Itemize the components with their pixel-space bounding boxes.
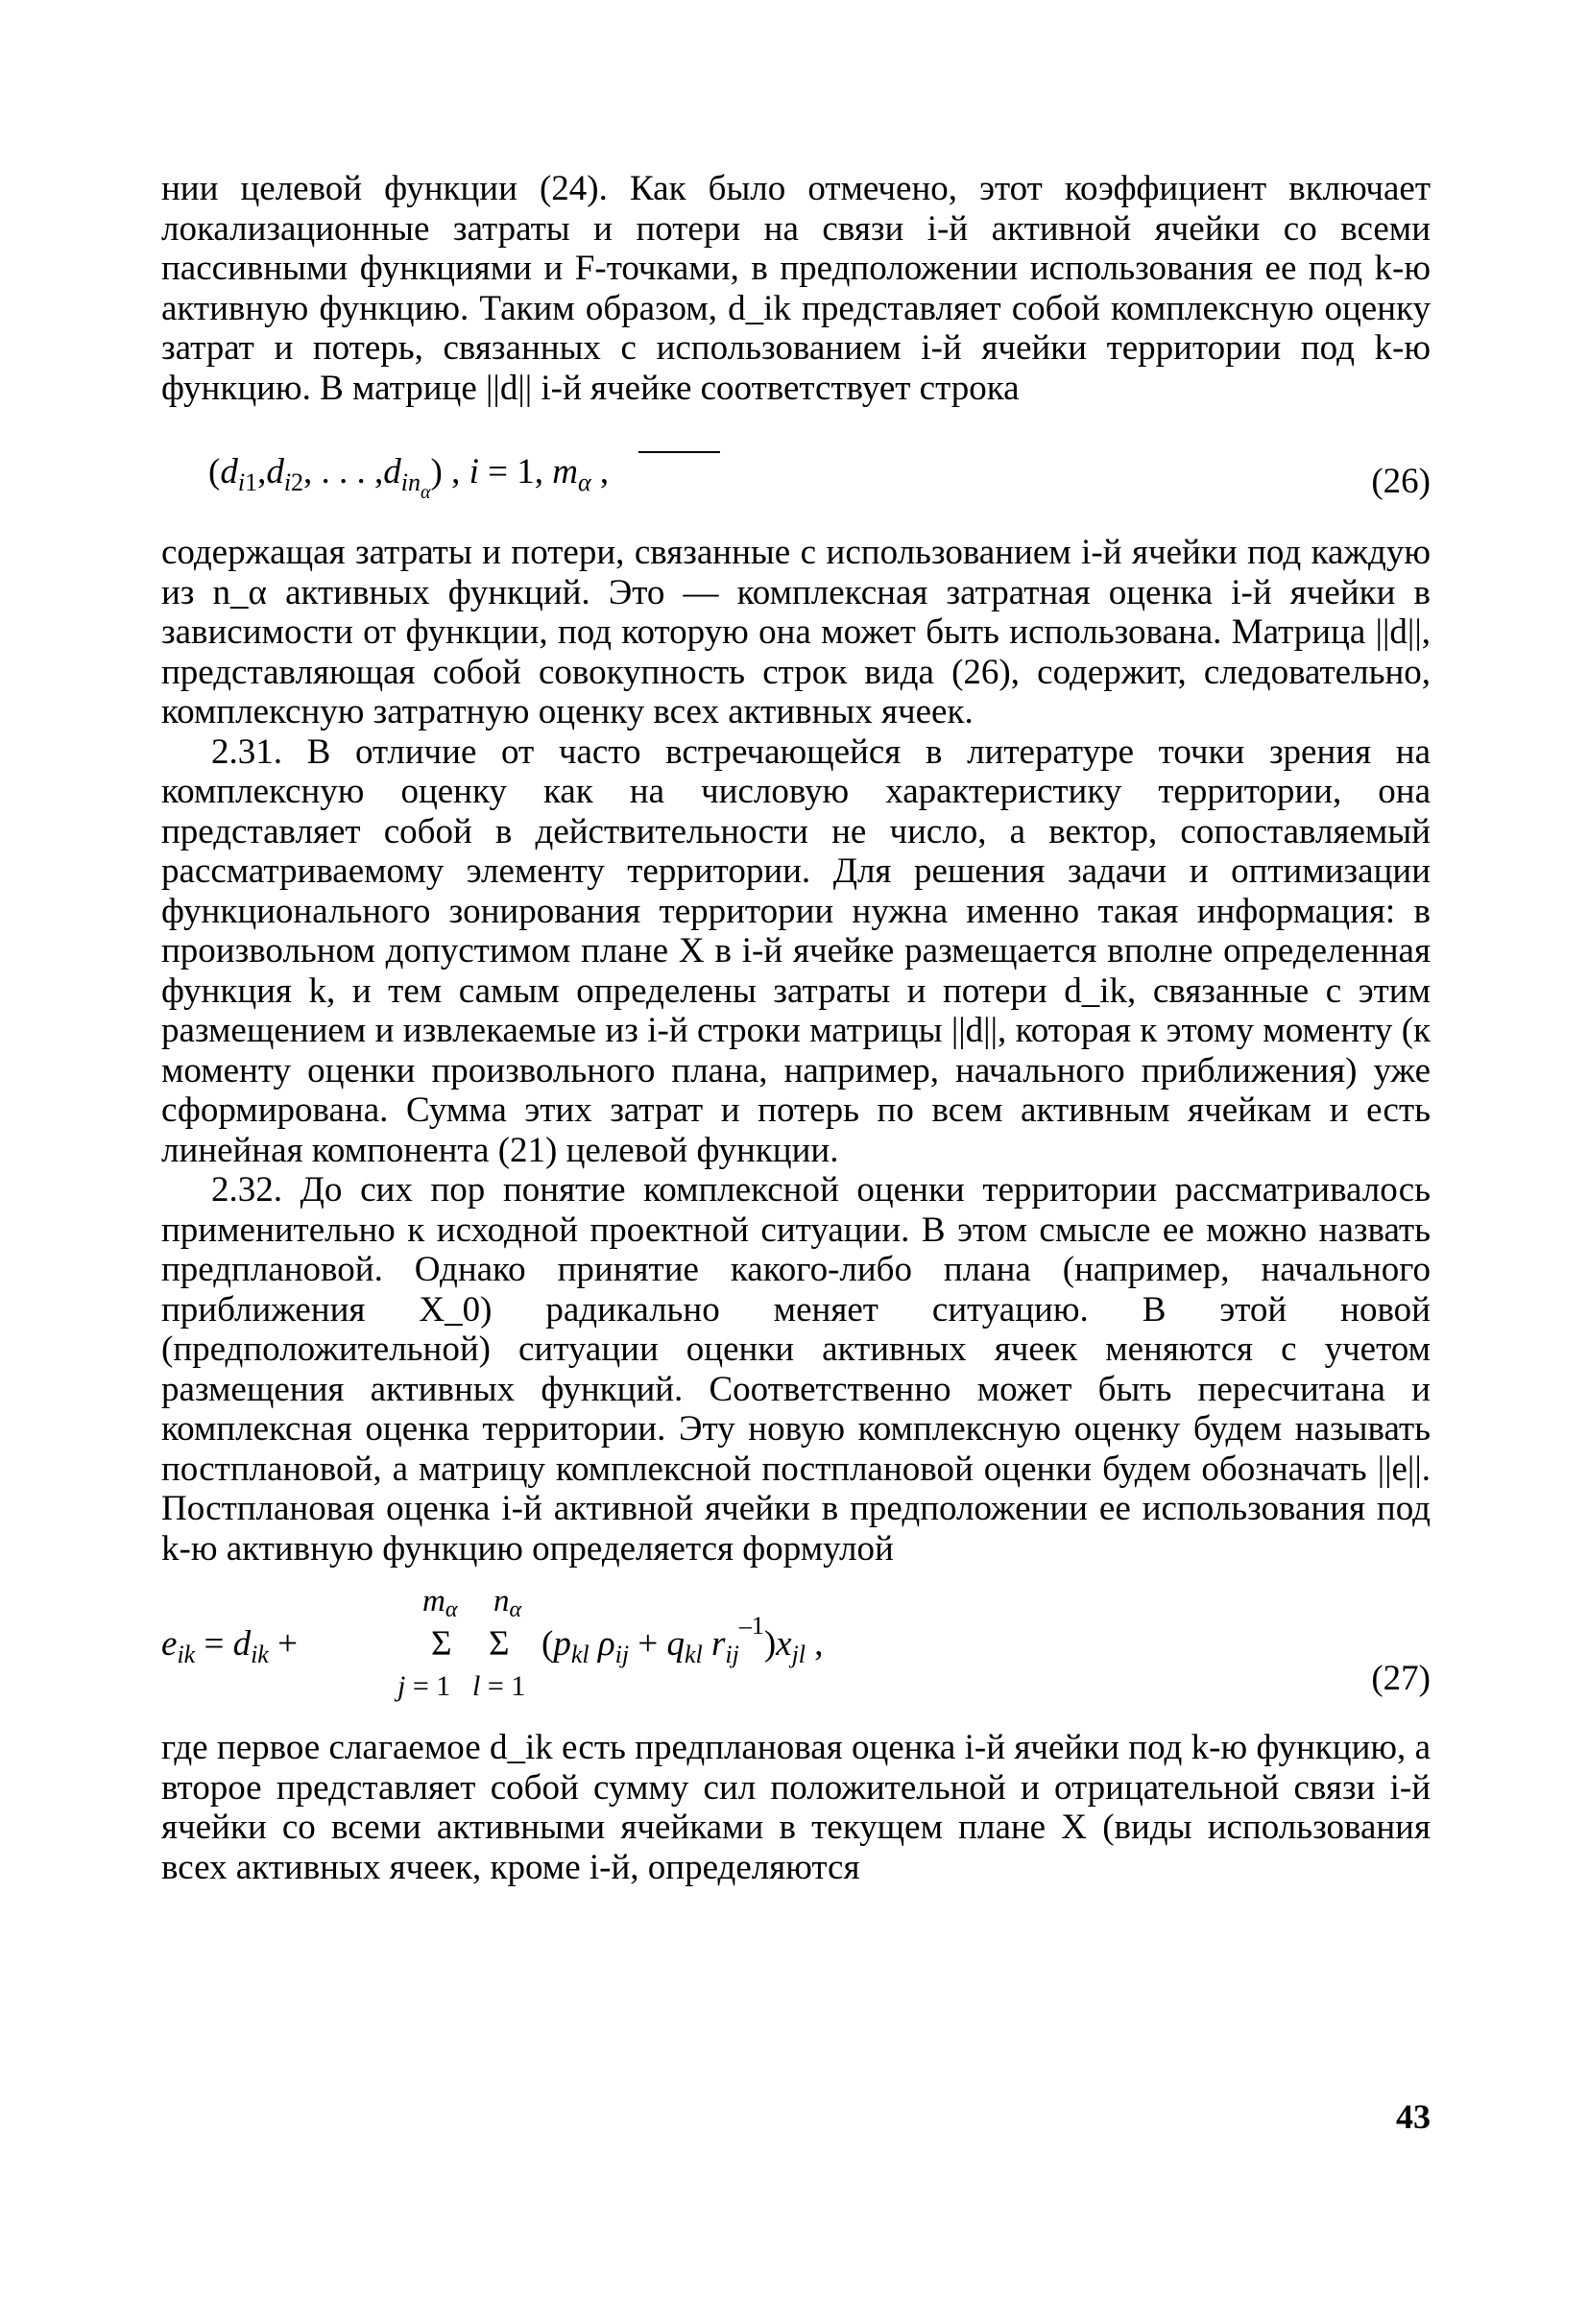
- formula-27-svg: [161, 1576, 1313, 1713]
- paragraph-first-term: где первое слагаемое d_ik есть предплановая оценка i-й ячейки под k-ю функцию, а второе представляет собой сумму сил положительной и отрицательной связи i-й ячейки со всеми активными ячейками в текущем плане X (виды использования всех активных ячеек, кроме i-й, определяются: [161, 1728, 1431, 1887]
- paragraph-intro: нии целевой функции (24). Как было отмечено, этот коэффициент включает локализационные затраты и потери на связи i-й активной ячейки со всеми пассивными функциями и F-точками, в предположении использования ее под k-ю активную функцию. Таким образом, d_ik представляет собой комплексную оценку затрат и потерь, связанных с использованием i-й ячейки территории под k-ю функцию. В матрице ||d|| i-й ячейке соответствует строка: [161, 169, 1431, 408]
- svg-text:Σ: Σ: [489, 1624, 510, 1664]
- formula-26-number: (26): [1371, 462, 1431, 501]
- svg-text:mα: mα: [422, 1584, 458, 1622]
- svg-text:eik = dik +: $e_{ik} = d_{ik}$ +: [161, 1624, 298, 1668]
- formula-26: [161, 429, 1431, 515]
- formula-27: [161, 1576, 1431, 1713]
- formula-27-number: (27): [1371, 1659, 1431, 1698]
- svg-text:(di1,di2, . . . ,dinα) , i =: ($d_i1,d_i2$, . . . $,d_{in\alpha}$) , i = 1, $m_\alpha$ ,: [208, 452, 610, 503]
- formula-26-svg: [208, 446, 1168, 514]
- formula-26-expression: [208, 446, 1360, 523]
- page-number: 43: [1396, 2097, 1431, 2136]
- svg-text:(pkl ρij + qkl rij–1)xjl ,: ($p_{kl}$ $\rho_{ij} + q_{kl}$ $r_{ij}^{-1})x_{jl}$ ,: [541, 1612, 824, 1668]
- svg-text:Σ: Σ: [431, 1624, 452, 1664]
- paragraph-cost-row: содержащая затраты и потери, связанные с использованием i-й ячейки под каждую из n_α активных функций. Это — комплексная затратная оценка i-й ячейки в зависимости от функции, под которую она может быть использована. Матрица ||d||, представляющая собой совокупность строк вида (26), содержит, следовательно, комплексную затратную оценку всех активных ячеек.: [161, 533, 1431, 731]
- paragraph-2-32: 2.32. До сих пор понятие комплексной оценки территории рассматривалось применительно к исходной проектной ситуации. В этом смысле ее можно назвать предплановой. Однако принятие какого-либо плана (например, начального приближения X_0) радикально меняет ситуацию. В этой новой (предположительной) ситуации оценки активных ячеек меняются с учетом размещения активных функций. Соответственно может быть пересчитана и комплексная оценка территории. Эту новую комплексную оценку будем называть постплановой, а матрицу комплексной постплановой оценки будем обозначать ||e||. Постплановая оценка i-й активной ячейки в предположении ее использования под k-ю активную функцию определяется формулой: [161, 1170, 1431, 1569]
- svg-text:l = 1: l = 1: [472, 1670, 526, 1702]
- paragraph-2-31: 2.31. В отличие от часто встречающейся в литературе точки зрения на комплексную оценку как на числовую характеристику территории, она представляет собой в действительности не число, а вектор, сопоставляемый рассматриваемому элементу территории. Для решения задачи и оптимизации функционального зонирования территории нужна именно такая информация: в произвольном допустимом плане X в i-й ячейке размещается вполне определенная функция k, и тем самым определены затраты и потери d_ik, связанные с этим размещением и извлекаемые из i-й строки матрицы ||d||, которая к этому моменту (к моменту оценки произвольного плана, например, начального приближения) уже сформирована. Сумма этих затрат и потерь по всем активным ячейкам и есть линейная компонента (21) целевой функции.: [161, 731, 1431, 1170]
- text-column: [161, 169, 1431, 1887]
- svg-text:nα: nα: [493, 1584, 522, 1622]
- svg-text:j = 1: j = 1: [397, 1670, 451, 1702]
- formula-27-expression: [161, 1576, 1313, 1713]
